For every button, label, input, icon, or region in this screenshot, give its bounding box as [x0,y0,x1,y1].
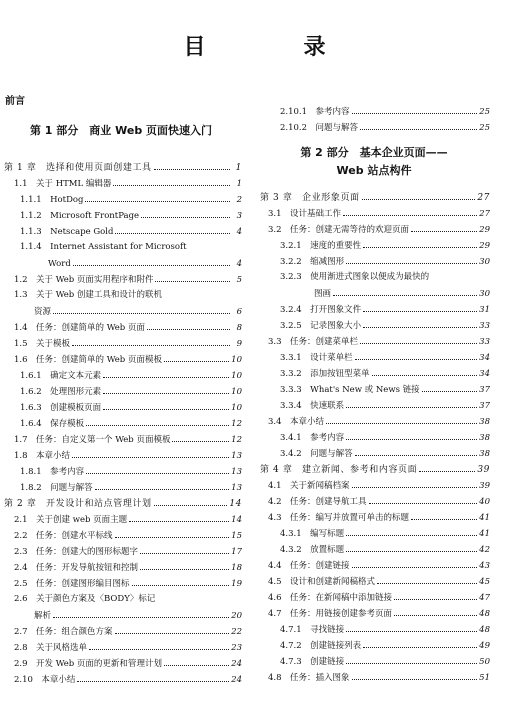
toc-entry-label: 1.8.2 问题与解答 [20,483,93,493]
toc-page-number: 27 [479,209,490,219]
toc-entry-label: 2.8 关于风格选单 [14,643,88,653]
toc-entry-label: 4.2 任务：创建导航工具 [268,497,367,507]
toc-page-number: 39 [479,481,490,491]
dot-leader [352,670,478,680]
dot-leader [363,638,477,648]
dot-leader [411,510,477,520]
toc-page-number: 12 [231,435,242,445]
toc-entry-label: 2.7 任务：组合颜色方案 [14,627,113,637]
toc-entry[interactable] [0,352,242,366]
toc-entry-label: 2.10 本章小结 [14,675,76,685]
dot-leader [140,544,229,554]
toc-page-number: 10 [231,387,242,397]
toc-page-number: 29 [479,241,490,251]
dot-leader [115,224,230,234]
dot-leader [419,462,475,472]
toc-entry[interactable] [0,304,242,318]
dot-leader [72,336,230,346]
toc-entry[interactable] [258,574,490,588]
toc-entry-label: 1.1.4 Internet Assistant for Microsoft [20,242,187,252]
toc-page-number: 34 [479,369,490,379]
toc-page-number: 38 [479,433,490,443]
toc-entry[interactable] [0,464,242,478]
dot-leader [155,272,230,282]
toc-entry-label: 4.3.1 编写标题 [280,529,345,539]
toc-entry-label: 3.2.4 打开图象文件 [280,305,362,315]
dot-leader [363,318,477,328]
toc-entry[interactable] [258,606,490,620]
dot-leader [352,104,478,114]
toc-page-number: 10 [231,355,242,365]
dot-leader [352,478,478,488]
toc-entry-label: 3.3.3 What's New 或 News 链接 [280,385,420,395]
toc-page-number: 13 [231,451,242,461]
toc-entry-label: 1.4 任务：创建简单的 Web 页面 [14,323,145,333]
toc-entry[interactable] [0,624,242,638]
toc-entry[interactable] [258,222,490,236]
toc-entry-label: 第 2 章 开发设计和站点管理计划 [4,499,152,509]
toc-entry[interactable] [0,672,242,686]
toc-entry-label: 图画 [314,289,332,299]
dot-leader [346,542,477,552]
toc-page-number: 6 [236,307,242,317]
dot-leader [141,208,230,218]
dot-leader [113,176,230,186]
dot-leader [326,414,477,424]
toc-page-number: 14 [229,499,242,509]
toc-page-number: 24 [231,675,242,685]
toc-page-number: 39 [477,465,490,475]
toc-page-number: 30 [479,289,490,299]
toc-page-number: 38 [479,449,490,459]
part-heading: Web 站点构件 [336,164,412,177]
toc-entry-label: 1.5 关于模板 [14,339,71,349]
toc-entry-label: 4.8 任务：插入图象 [268,673,350,683]
toc-entry-label: 3.3.2 添加按钮型菜单 [280,369,370,379]
dot-leader [164,288,230,297]
toc-entry-label: 1.1.3 Netscape Gold [20,227,114,237]
toc-page-number: 37 [479,385,490,395]
toc-page-number: 43 [479,561,490,571]
toc-entry-label: 3.4 本章小结 [268,417,325,427]
page-title: 目 录 [183,35,364,60]
dot-leader [360,120,477,130]
toc-entry-label: 1.8.1 参考内容 [20,467,85,477]
toc-entry[interactable] [0,192,242,206]
dot-leader [85,192,230,202]
toc-entry-label: 4.7.3 创建链接 [280,657,345,667]
toc-entry-label: 2.10.2 问题与解答 [280,123,359,133]
toc-entry-label: 第 3 章 企业形象页面 [260,193,360,203]
toc-entry-label: 3.2.3 使用渐进式图象以便成为最快的 [280,272,430,282]
toc-entry-label: 3.2.2 缩减图形 [280,257,345,267]
dot-leader [346,622,477,632]
toc-entry[interactable] [258,104,490,118]
toc-page-number: 48 [479,609,490,619]
toc-entry-label: 3.1 设计基础工作 [268,209,342,219]
toc-page-number: 4 [236,259,242,269]
toc-entry[interactable] [0,240,242,254]
dot-leader [103,400,229,410]
toc-entry[interactable] [258,398,490,412]
toc-entry-label: 4.7 任务：用链接创建参考页面 [268,609,393,619]
toc-entry[interactable] [258,414,490,428]
dot-leader [346,654,477,664]
dot-leader [346,430,477,440]
toc-page-number: 37 [479,401,490,411]
toc-page-number: 2 [236,195,242,205]
dot-leader [363,238,477,248]
toc-page-number: 33 [479,321,490,331]
toc-entry[interactable] [0,656,242,670]
toc-entry[interactable] [258,654,490,668]
dot-leader [362,190,476,200]
dot-leader [355,446,478,456]
toc-entry-label: 2.5 任务：创建图形编目图标 [14,579,130,589]
toc-page-number: 1 [235,163,242,173]
toc-entry-label: 2.1 关于创建 web 页面主题 [14,515,128,525]
toc-entry[interactable] [258,270,490,284]
toc-entry-label: 4.3.2 放置标题 [280,545,345,555]
toc-entry-label: 1.1 关于 HTML 编辑器 [14,179,112,189]
dot-leader [422,382,477,392]
toc-entry[interactable] [0,640,242,654]
toc-entry[interactable] [258,638,490,652]
toc-entry-label: 4.7.1 寻找链接 [280,625,345,635]
toc-page-number: 30 [479,257,490,267]
toc-page-number: 13 [231,483,242,493]
toc-entry[interactable] [0,480,242,494]
toc-page-number: 18 [231,563,242,573]
dot-leader [369,494,478,504]
dot-leader [333,286,477,296]
toc-entry[interactable] [258,366,490,380]
toc-page-number: 8 [236,323,242,333]
toc-entry-label: Word [48,259,71,269]
toc-entry-label: 4.4 任务：创建链接 [268,561,350,571]
toc-entry-label: 3.4.2 问题与解答 [280,449,353,459]
toc-entry-label: 2.4 任务：开发导航按钮和控制 [14,563,139,573]
dot-leader [394,590,477,600]
toc-entry[interactable] [258,286,490,300]
toc-entry[interactable] [258,542,490,556]
toc-entry[interactable] [0,416,242,430]
toc-page-number: 50 [479,657,490,667]
toc-entry-label: 1.6.3 创建模板页面 [20,403,102,413]
toc-entry[interactable] [0,432,242,446]
toc-page-number: 13 [231,467,242,477]
toc-entry-label: 3.2 任务：创建无需等待的欢迎页面 [268,225,410,235]
toc-entry[interactable] [258,526,490,540]
toc-page-number: 14 [231,515,242,525]
toc-entry[interactable] [0,560,242,574]
toc-page-number: 15 [231,531,242,541]
dot-leader [346,254,477,264]
toc-page-number: 20 [231,611,242,621]
toc-page-number: 40 [479,497,490,507]
dot-leader [86,416,229,426]
toc-entry[interactable] [258,350,490,364]
toc-page-number: 34 [479,353,490,363]
toc-entry[interactable] [258,494,490,508]
toc-page-number: 27 [477,193,490,203]
toc-page-number: 25 [479,107,490,117]
toc-entry-label: 2.9 开发 Web 页面的更新和管理计划 [14,659,162,669]
toc-chapter-entry[interactable] [0,496,242,510]
dot-leader [140,560,229,570]
dot-leader [53,304,230,314]
toc-page-number: 10 [231,371,242,381]
toc-page-number: 29 [479,225,490,235]
toc-entry-label: 2.2 任务：创建水平标线 [14,531,113,541]
toc-entry[interactable] [0,512,242,526]
toc-page-number: 31 [479,305,490,315]
dot-leader [377,574,477,584]
toc-page-number: 9 [236,339,242,349]
toc-entry[interactable] [258,478,490,492]
toc-entry[interactable] [258,238,490,252]
toc-entry-label: 4.1 关于新闻稿档案 [268,481,350,491]
dot-leader [77,672,229,682]
dot-leader [346,398,477,408]
dot-leader [95,480,230,490]
toc-entry-label: 1.8 本章小结 [14,451,71,461]
toc-entry[interactable] [258,120,490,134]
toc-entry[interactable] [258,670,490,684]
toc-page-number: 19 [231,579,242,589]
toc-entry-label: 1.2 关于 Web 页面实用程序和附件 [14,275,154,285]
toc-entry[interactable] [0,608,242,622]
toc-page-number: 23 [231,643,242,653]
toc-page-number: 33 [479,337,490,347]
dot-leader [355,350,478,360]
dot-leader [154,160,230,170]
dot-leader [132,576,230,586]
dot-leader [431,270,478,279]
dot-leader [115,624,230,634]
toc-entry-label: 3.4.1 参考内容 [280,433,345,443]
dot-leader [72,448,229,458]
toc-entry[interactable] [258,318,490,332]
dot-leader [86,464,229,474]
toc-entry-label: 2.3 任务：创建大的图形标题字 [14,547,139,557]
dot-leader [172,432,229,442]
toc-entry[interactable] [0,176,242,190]
toc-entry[interactable] [258,622,490,636]
toc-entry-label: 4.6 任务：在新闻稿中添加链接 [268,593,393,603]
dot-leader [394,606,477,616]
dot-leader [411,222,477,232]
toc-entry-label: 4.7.2 创建链接列表 [280,641,362,651]
toc-entry[interactable] [0,256,242,270]
toc-page-number: 25 [479,123,490,133]
toc-entry[interactable] [0,400,242,414]
toc-page-number: 38 [479,417,490,427]
toc-page-number: 24 [231,659,242,669]
dot-leader [115,528,230,538]
dot-leader [154,496,228,506]
dot-leader [363,302,477,312]
toc-entry[interactable] [0,272,242,286]
dot-leader [103,384,229,394]
dot-leader [360,334,477,344]
toc-entry-label: 第 1 章 选择和使用页面创建工具 [4,163,152,173]
part-heading: 第 1 部分 商业 Web 页面快速入门 [29,124,213,137]
toc-entry[interactable] [258,590,490,604]
dot-leader [103,368,229,378]
toc-entry[interactable] [258,334,490,348]
toc-entry[interactable] [0,576,242,590]
toc-entry-label: 第 4 章 建立新闻、参考和内容页面 [260,465,418,475]
toc-entry[interactable] [258,302,490,316]
toc-entry-label: 解析 [34,611,52,621]
toc-page-number: 1 [236,179,242,189]
toc-entry[interactable] [0,368,242,382]
toc-chapter-entry[interactable] [0,160,242,174]
toc-entry[interactable] [258,446,490,460]
toc-entry-label: 2.6 关于颜色方案及〈BODY〉标记 [14,594,156,604]
toc-entry-label: 2.10.1 参考内容 [280,107,350,117]
toc-page-number: 5 [236,275,242,285]
dot-leader [53,608,229,618]
toc-page-number: 49 [479,641,490,651]
dot-leader [73,256,230,266]
toc-entry-label: 1.1.2 Microsoft FrontPage [20,211,140,221]
toc-entry-label: 资源 [34,307,52,317]
dot-leader [157,592,230,601]
toc-entry-label: 1.6.4 保存模板 [20,419,85,429]
dot-leader [343,206,477,216]
toc-page-number: 42 [479,545,490,555]
toc-entry[interactable] [258,430,490,444]
toc-page-number: 48 [479,625,490,635]
toc-entry[interactable] [0,224,242,238]
toc-entry-label: 3.2.1 速度的重要性 [280,241,362,251]
toc-entry[interactable] [0,592,242,606]
dot-leader [164,352,229,362]
toc-entry-label: 3.3.4 快速联系 [280,401,345,411]
toc-page-number: 22 [231,627,242,637]
dot-leader [164,656,229,666]
toc-entry-label: 1.6.1 确定文本元素 [20,371,102,381]
toc-entry[interactable] [258,510,490,524]
dot-leader [372,366,478,376]
toc-page-number: 3 [236,211,242,221]
toc-entry[interactable] [0,544,242,558]
toc-entry[interactable] [258,206,490,220]
toc-entry[interactable] [0,528,242,542]
toc-page-number: 4 [236,227,242,237]
toc-entry[interactable] [258,558,490,572]
toc-entry-label: 1.3 关于 Web 创建工具和设计的联机 [14,290,162,300]
toc-page-number: 41 [479,529,490,539]
toc-entry-label: 1.6.2 处理图形元素 [20,387,102,397]
toc-entry[interactable] [0,336,242,350]
toc-entry[interactable] [258,254,490,268]
dot-leader [129,512,229,522]
toc-entry[interactable] [258,382,490,396]
toc-entry[interactable] [0,208,242,222]
toc-page-number: 51 [479,673,490,683]
toc-chapter-entry[interactable] [258,190,490,204]
toc-page-number: 17 [231,547,242,557]
toc-entry-label: 3.3 任务：创建菜单栏 [268,337,359,347]
toc-chapter-entry[interactable] [258,462,490,476]
toc-entry[interactable] [0,384,242,398]
toc-entry[interactable] [0,288,242,302]
dot-leader [352,558,478,568]
toc-entry-label: 4.5 设计和创建新闻稿格式 [268,577,376,587]
preface-heading: 前言 [5,96,25,107]
dot-leader [147,320,230,330]
toc-entry-label: 1.1.1 HotDog [20,195,84,205]
toc-page-number: 41 [479,513,490,523]
part-heading: 第 2 部分 基本企业页面—— [300,146,448,159]
toc-entry-label: 1.7 任务：自定义第一个 Web 页面模板 [14,435,171,445]
toc-page-number: 47 [479,593,490,603]
toc-page-number: 10 [231,403,242,413]
dot-leader [346,526,477,536]
toc-page-number: 12 [231,419,242,429]
toc-entry[interactable] [0,320,242,334]
toc-page-number: 45 [479,577,490,587]
toc-entry-label: 4.3 任务：编写并放置可单击的标题 [268,513,410,523]
toc-entry-label: 1.6 任务：创建简单的 Web 页面模板 [14,355,162,365]
toc-entry-label: 3.2.5 记录图象大小 [280,321,362,331]
toc-entry-label: 3.3.1 设计菜单栏 [280,353,353,363]
dot-leader [189,240,230,249]
dot-leader [89,640,229,650]
toc-entry[interactable] [0,448,242,462]
